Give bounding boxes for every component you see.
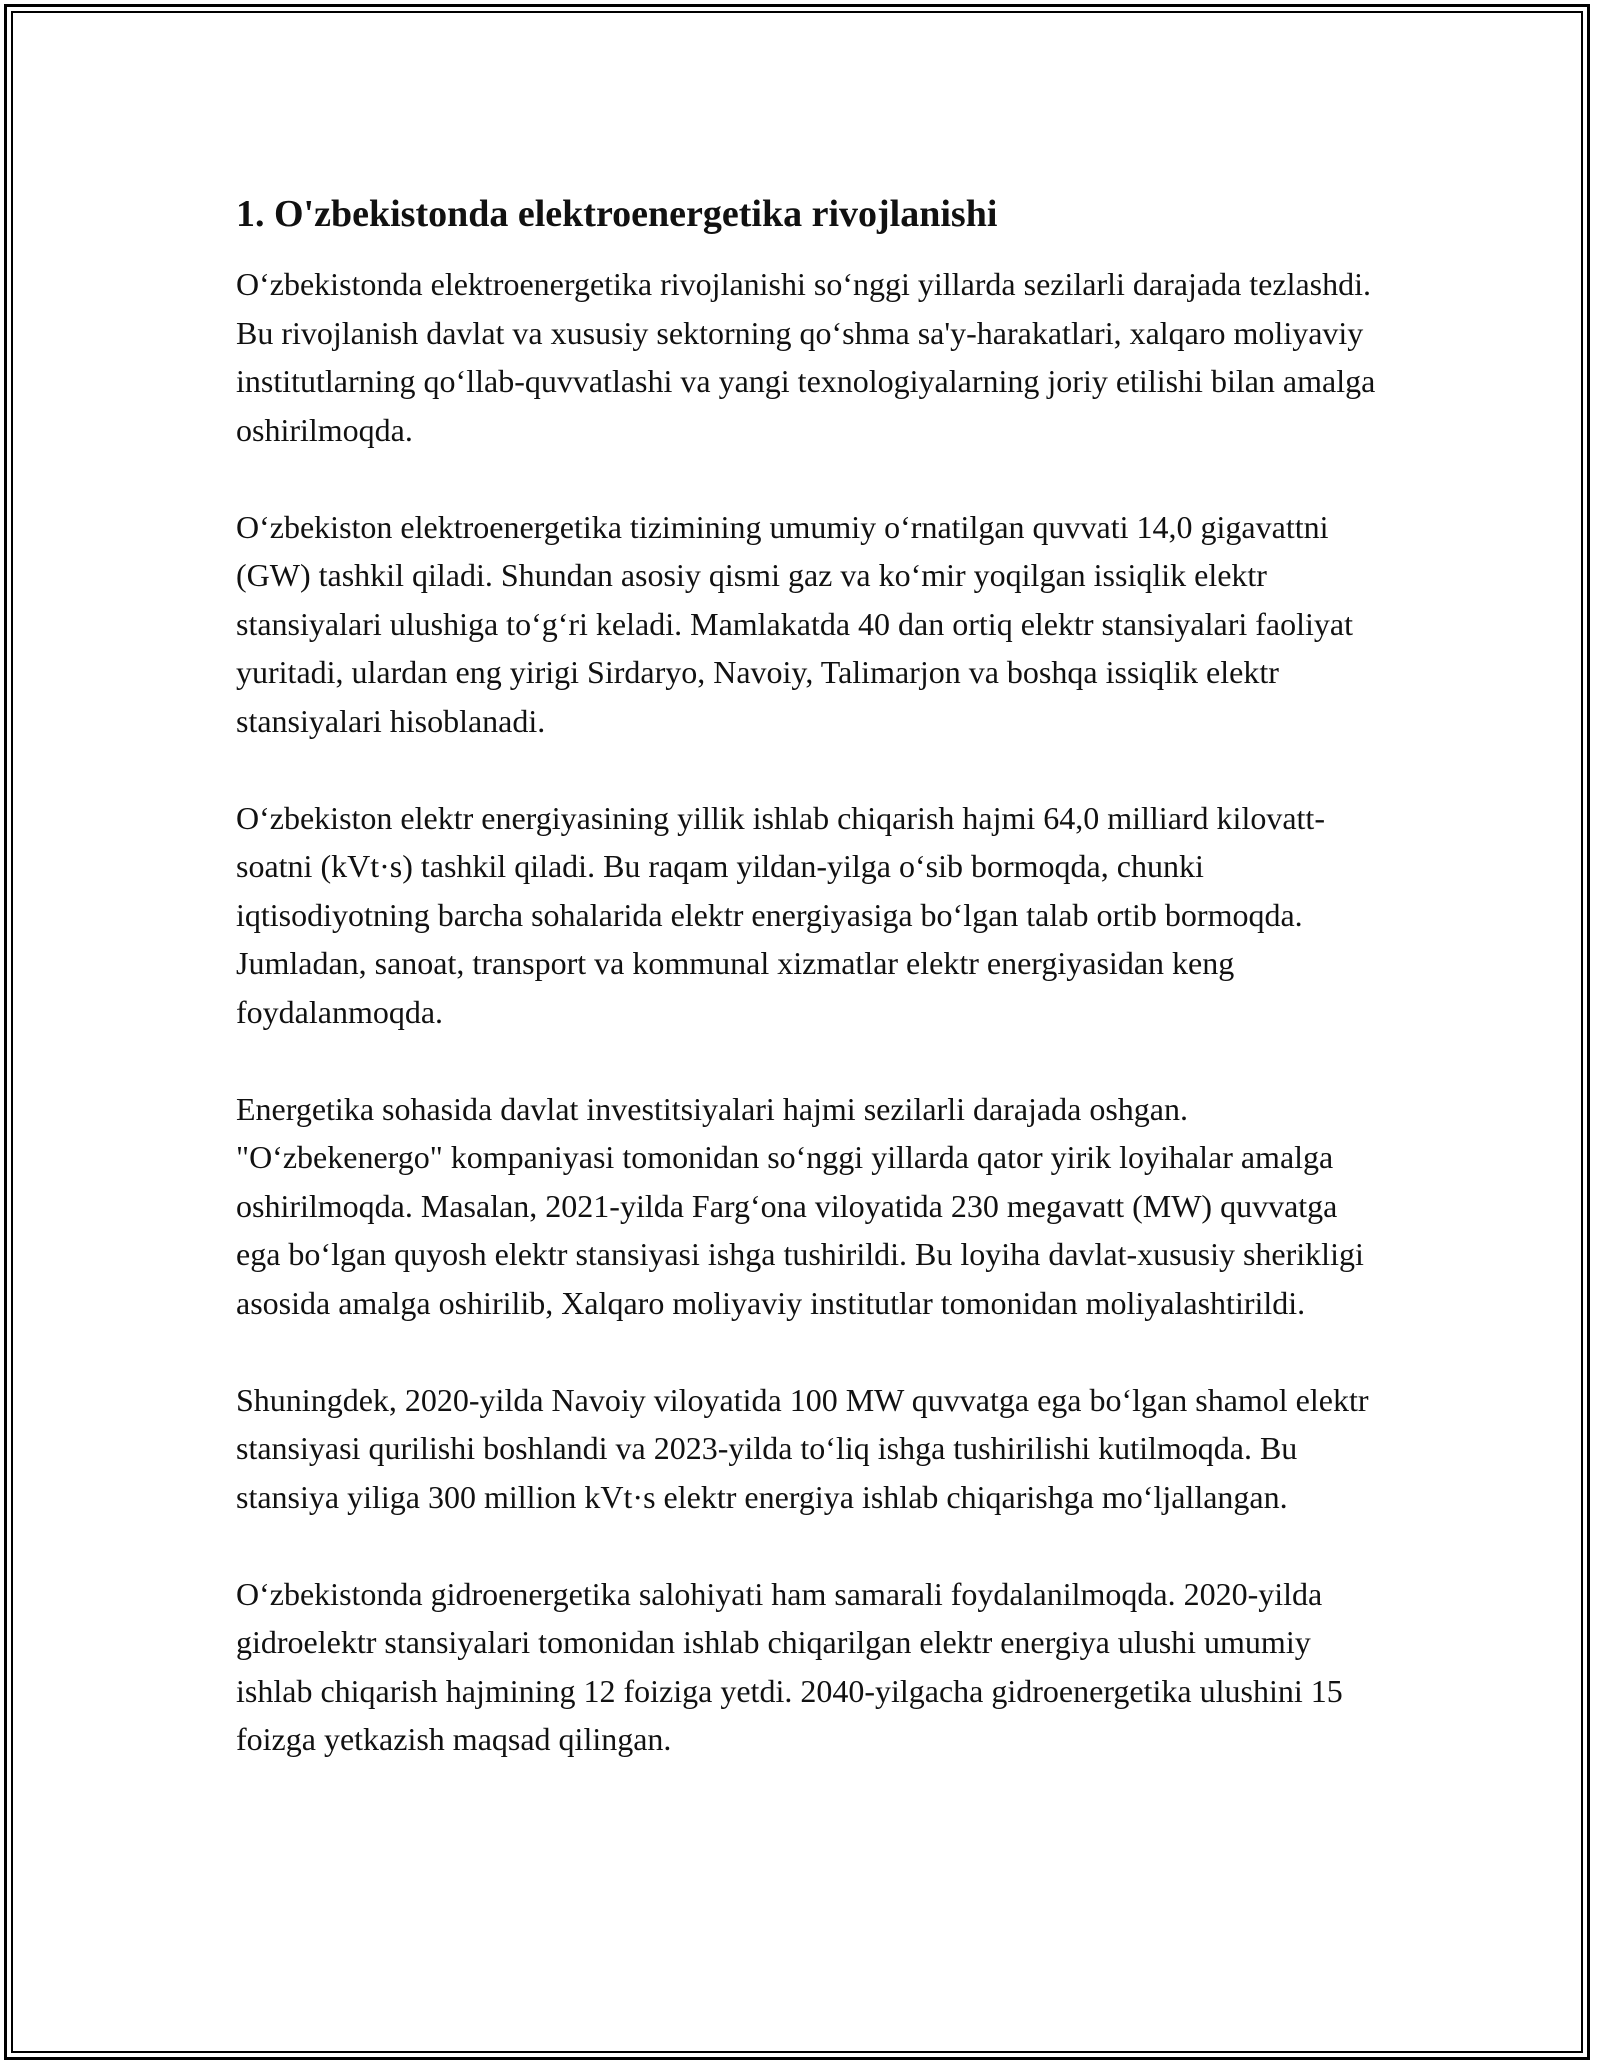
paragraph: O‘zbekiston elektr energiyasining yillik ishlab chiqarish hajmi 64,0 milliard kilovatt-soatni (kVt·s) tashkil qiladi. Bu raqam yildan-yilga o‘sib bormoqda, chunki iqtisodiyotning barcha sohalarida elektr energiyasiga bo‘lgan talab ortib bormoqda. Jumladan, sanoat, transport va kommunal xizmatlar elektr energiyasidan keng foydalanmoqda. <box>236 799 1325 1030</box>
paragraph: O‘zbekiston elektroenergetika tizimining umumiy o‘rnatilgan quvvati 14,0 gigavattni (GW) tashkil qiladi. Shundan asosiy qismi gaz va ko‘mir yoqilgan issiqlik elektr stansiyalari ulushiga to‘g‘ri keladi. Mamlakatda 40 dan ortiq elektr stansiyalari faoliyat yuritadi, ulardan eng yirigi Sirdaryo, Navoiy, Talimarjon va boshqa issiqlik elektr stansiyalari hisoblanadi. <box>236 508 1353 739</box>
paragraph: O‘zbekistonda elektroenergetika rivojlanishi so‘nggi yillarda sezilarli darajada tezlashdi. Bu rivojlanish davlat va xususiy sektorning qo‘shma sa'y-harakatlari, xalqaro moliyaviy institutlarning qo‘llab-quvvatlashi va yangi texnologiyalarning joriy etilishi bilan amalga oshirilmoqda. <box>236 266 1376 448</box>
paragraph: Shuningdek, 2020-yilda Navoiy viloyatida 100 MW quvvatga ega bo‘lgan shamol elektr stansiyasi qurilishi boshlandi va 2023-yilda to‘liq ishga tushirilishi kutilmoqda. Bu stansiya yiliga 300 million kVt·s elektr energiya ishlab chiqarishga mo‘ljallangan. <box>236 1381 1369 1515</box>
section-heading: 1. O'zbekistonda elektroenergetika rivojlanishi <box>236 193 998 235</box>
paragraph: Energetika sohasida davlat investitsiyalari hajmi sezilarli darajada oshgan. "O‘zbekenergo" kompaniyasi tomonidan so‘nggi yillarda qator yirik loyihalar amalga oshirilmoqda. Masalan, 2021-yilda Farg‘ona viloyatida 230 megavatt (MW) quvvatga ega bo‘lgan quyosh elektr stansiyasi ishga tushirildi. Bu loyiha davlat-xususiy sherikligi asosida amalga oshirilib, Xalqaro moliyaviy institutlar tomonidan moliyalashtirildi. <box>236 1090 1364 1321</box>
document-body <box>236 186 1376 1812</box>
paragraph: O‘zbekistonda gidroenergetika salohiyati ham samarali foydalanilmoqda. 2020-yilda gidroelektr stansiyalari tomonidan ishlab chiqarilgan elektr energiya ulushi umumiy ishlab chiqarish hajmining 12 foiziga yetdi. 2040-yilgacha gidroenergetika ulushini 15 foizga yetkazish maqsad qilingan. <box>236 1575 1343 1757</box>
